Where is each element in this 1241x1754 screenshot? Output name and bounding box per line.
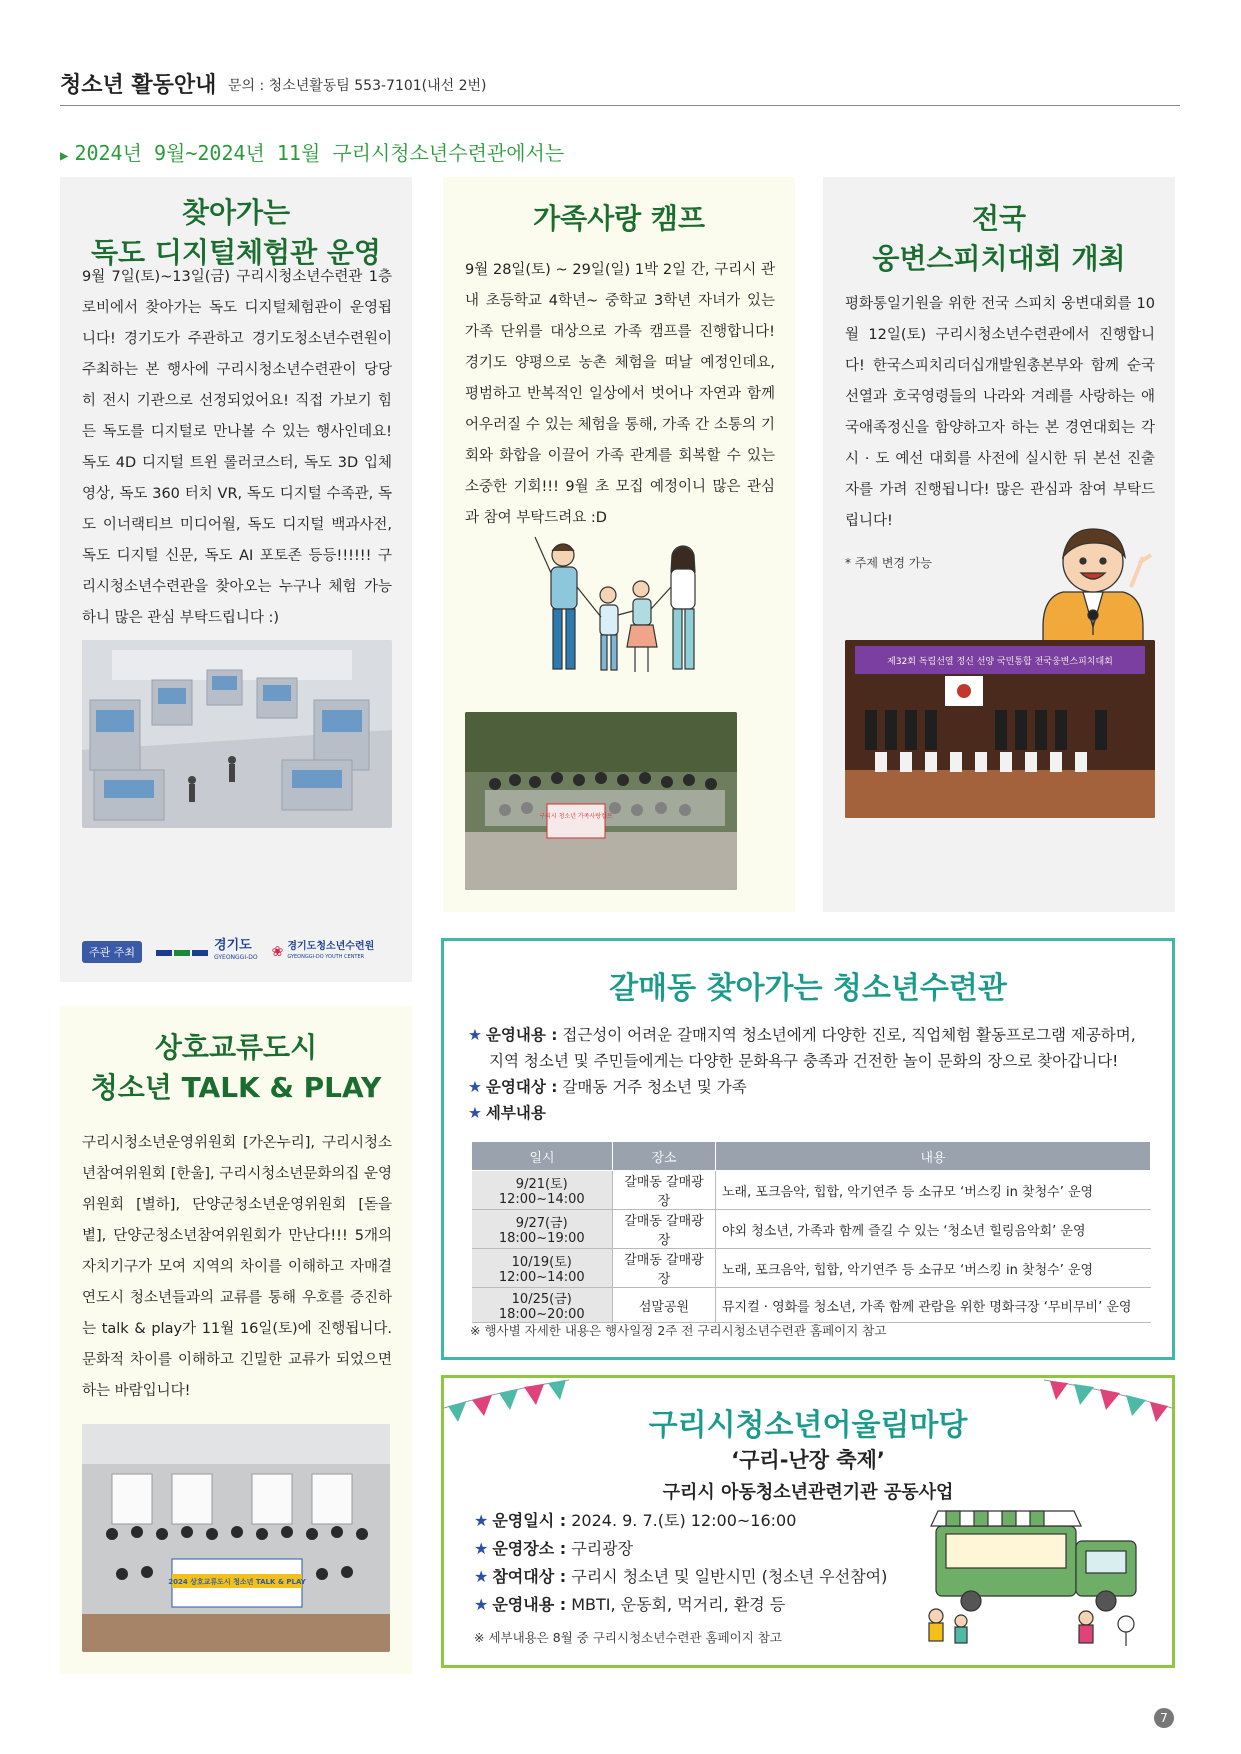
table-row <box>472 1210 1151 1249</box>
star-icon: ★ <box>468 1104 482 1122</box>
star-icon: ★ <box>474 1595 489 1614</box>
speech-contest-photo <box>845 640 1155 818</box>
food-truck-illustration <box>916 1506 1156 1651</box>
card-speech-title-line2: 웅변스피치대회 개최 <box>872 242 1126 275</box>
season-heading <box>60 137 564 166</box>
family-camp-photo <box>465 712 737 890</box>
card-speech-title-line1: 전국 <box>971 202 1027 235</box>
gyeonggi-logo-sub: GYEONGGI-DO <box>214 954 258 961</box>
card-family-camp <box>443 177 795 912</box>
exhibition-illustration <box>82 640 392 828</box>
organizer-badge: 주관 주최 <box>82 941 142 963</box>
festival-item-text: MBTI, 운동회, 먹거리, 환경 등 <box>571 1595 786 1614</box>
page-number: 7 <box>1154 1708 1174 1728</box>
festival-item-text: 구리시 청소년 및 일반시민 (청소년 우선참여) <box>571 1567 888 1586</box>
row-content: 노래, 포크음악, 힙합, 악기연주 등 소규모 ‘버스킹 in 찾청수’ 운영 <box>716 1249 1151 1288</box>
festival-item-label: 운영장소 : <box>492 1539 567 1558</box>
row-content: 노래, 포크음악, 힙합, 악기연주 등 소규모 ‘버스킹 in 찾청수’ 운영 <box>716 1171 1151 1210</box>
galmae-title: 갈매동 찾아가는 청소년수련관 <box>609 971 1007 1006</box>
card-dokdo-title <box>60 193 412 273</box>
card-talk-title-line1: 상호교류도시 <box>154 1031 318 1064</box>
header-content: 내용 <box>716 1142 1151 1171</box>
card-speech-contest <box>823 177 1175 912</box>
header-date: 일시 <box>472 1142 613 1171</box>
card-talk-title <box>60 1028 412 1108</box>
speech-banner-text: 제32회 독립선열 정신 선양 국민통합 전국웅변스피치대회 <box>887 657 1113 667</box>
row-content: 뮤지컬 · 영화를 청소년, 가족 함께 관람을 위한 명화극장 ‘무비무비’ 운영 <box>716 1288 1151 1323</box>
row-date: 10/19(토) 12:00~14:00 <box>472 1249 613 1288</box>
row-date: 9/21(토) 12:00~14:00 <box>472 1171 613 1210</box>
galmae-op-label: 운영내용 : <box>485 1026 558 1044</box>
card-dokdo <box>60 177 412 982</box>
row-content: 야외 청소년, 가족과 함께 즐길 수 있는 ‘청소년 힐링음악회’ 운영 <box>716 1210 1151 1249</box>
table-row <box>472 1288 1151 1323</box>
festival-item-text: 2024. 9. 7.(토) 12:00~16:00 <box>571 1511 797 1530</box>
card-talk-play <box>60 1006 412 1674</box>
festival-item-label: 참여대상 : <box>492 1567 567 1586</box>
card-dokdo-title-line2: 독도 디지털체험관 운영 <box>91 236 381 269</box>
talk-banner-text: 2024 상호교류도시 청소년 TALK & PLAY <box>168 1578 306 1586</box>
contest-photo-illustration <box>845 640 1155 818</box>
festival-item-target <box>474 1564 887 1587</box>
galmae-op-line1 <box>468 1022 1136 1048</box>
row-date: 10/25(금) 18:00~20:00 <box>472 1288 613 1323</box>
row-place: 갈매동 갈매광장 <box>613 1249 716 1288</box>
galmae-target-text: 갈매동 거주 청소년 및 가족 <box>562 1078 747 1096</box>
festival-box <box>441 1375 1175 1668</box>
festival-note: ※ 세부내용은 8월 중 구리시청소년수련관 홈페이지 참고 <box>474 1630 782 1645</box>
card-dokdo-title-line1: 찾아가는 <box>181 196 291 229</box>
galmae-note: ※ 행사별 자세한 내용은 행사일정 2주 전 구리시청소년수련관 홈페이지 참고 <box>470 1323 887 1338</box>
star-icon: ★ <box>474 1567 489 1586</box>
gyeonggi-logo <box>156 940 258 964</box>
star-icon: ★ <box>468 1078 482 1096</box>
dokdo-exhibition-photo <box>82 640 392 828</box>
card-dokdo-body: 9월 7일(토)~13일(금) 구리시청소년수련관 1층 로비에서 찾아가는 독도 디지털체험관이 운영됩니다! 경기도가 주관하고 경기도청소년수련원이 주최하는 본 행사에 구리시청소년수련관이 당당히 전시 기관으로 선정되었어요! 직접 가보기 힘든 독도를 디지털로 만나볼 수 있는 행사인데요! 독도 4D 디지털 트윈 롤러코스터, 독도 3D 입체영상, 독도 360 터치 VR, 독도 디지털 수족관, 독도 이너랙티브 미디어월, 독도 디지털 백과사전, 독도 디지털 신문, 독도 AI 포토존 등등!!!!!! 구리시청소년수련관을 찾아오는 누구나 체험 가능하니 많은 관심 부탁드립니다 :) <box>82 269 392 626</box>
triangle-icon: ▶ <box>60 148 69 164</box>
gyeonggi-logo-icon <box>156 945 210 960</box>
star-icon: ★ <box>474 1511 489 1530</box>
header-divider <box>60 105 1180 106</box>
season-heading-text: 2024년 9월~2024년 11월 구리시청소년수련관에서는 <box>74 141 565 165</box>
festival-item-content <box>474 1592 785 1615</box>
festival-item-label: 운영내용 : <box>492 1595 567 1614</box>
card-talk-body: 구리시청소년운영위원회 [가온누리], 구리시청소년참여위원회 [한울], 구리시청소년문화의집 운영위원회 [별하], 단양군청소년운영위원회 [돋을볕], 단양군청소년참여위원회가 만난다!!! 5개의 자치기구가 모여 지역의 차이를 이해하고 자매결연도시 청소년들과의 교류를 통해 우호를 증진하는 talk & play가 11월 16일(토)에 진행됩니다. 문화적 차이를 이해하고 긴밀한 교류가 되었으면 하는 바람입니다! <box>82 1135 392 1399</box>
festival-item-place <box>474 1536 633 1559</box>
talk-play-photo <box>82 1424 390 1652</box>
galmae-target <box>468 1074 747 1100</box>
star-icon: ★ <box>474 1539 489 1558</box>
youth-center-logo <box>272 941 375 963</box>
contact-info: 문의 : 청소년활동팀 553-7101(내선 2번) <box>228 78 487 94</box>
galmae-op-line2: 지역 청소년 및 주민들에게는 다양한 문화욕구 충족과 건전한 놀이 문화의 장으로 찾아갑니다! <box>489 1052 1119 1070</box>
galmae-program-box <box>441 938 1175 1360</box>
youth-center-logo-sub: GYEONGGI-DO YOUTH CENTER <box>287 954 365 960</box>
card-family-body: 9월 28일(토) ~ 29일(일) 1박 2일 간, 구리시 관내 초등학교 4학년~ 중학교 3학년 자녀가 있는 가족 단위를 대상으로 가족 캠프를 진행합니다! 경기도 양평으로 농촌 체험을 떠날 예정인데요, 평범하고 반복적인 일상에서 벗어나 자연과 함께 어우러질 수 있는 체험을 통해, 가족 간 소통의 기회와 화합을 이끌어 가족 관계를 회복할 수 있는 소중한 기회!!! 9월 초 모집 예정이니 많은 관심과 참여 부탁드려요 :D <box>465 262 775 526</box>
card-speech-title <box>823 199 1175 279</box>
row-place: 섬말공원 <box>613 1288 716 1323</box>
galmae-detail-label: 세부내용 <box>485 1104 546 1122</box>
gyeonggi-logo-text: 경기도 <box>214 938 252 953</box>
galmae-target-label: 운영대상 : <box>485 1078 558 1096</box>
star-icon: ★ <box>468 1026 482 1044</box>
schedule-table <box>471 1141 1151 1323</box>
festival-item-label: 운영일시 : <box>492 1511 567 1530</box>
festival-subtitle2: 구리시 아동청소년관련기관 공동사업 <box>662 1482 954 1503</box>
row-place: 갈매동 갈매광장 <box>613 1171 716 1210</box>
row-place: 갈매동 갈매광장 <box>613 1210 716 1249</box>
table-row <box>472 1171 1151 1210</box>
organizer-logos <box>82 940 374 964</box>
group-photo-illustration <box>465 712 737 890</box>
youth-center-logo-text: 경기도청소년수련원 <box>287 941 375 952</box>
row-date: 9/27(금) 18:00~19:00 <box>472 1210 613 1249</box>
youth-center-logo-icon: ❀ <box>271 944 284 960</box>
card-speech-note: * 주제 변경 가능 <box>845 556 932 570</box>
table-row <box>472 1249 1151 1288</box>
galmae-detail <box>468 1100 546 1126</box>
galmae-op-text1: 접근성이 어려운 갈매지역 청소년에게 다양한 진로, 직업체험 활동프로그램 제공하며, <box>562 1026 1136 1044</box>
family-banner-text: 구리시 청소년 가족사랑캠프 <box>539 813 613 820</box>
festival-item-date <box>474 1508 796 1531</box>
card-speech-body: 평화통일기원을 위한 전국 스피치 웅변대회를 10월 12일(토) 구리시청소년수련관에서 진행합니다! 한국스피치리더십개발원총본부와 함께 순국선열과 호국영령들의 나라와 겨레를 사랑하는 애국애족정신을 함양하고자 하는 본 경연대회는 각 시 · 도 예선 대회를 사전에 실시한 뒤 본선 진출자를 가려 진행됩니다! 많은 관심과 참여 부탁드립니다! <box>845 296 1155 529</box>
card-family-title: 가족사랑 캠프 <box>532 202 706 235</box>
talk-photo-illustration <box>82 1424 390 1652</box>
festival-subtitle: ‘구리-난장 축제’ <box>731 1448 885 1472</box>
card-talk-title-line2: 청소년 TALK & PLAY <box>90 1071 382 1104</box>
header-place: 장소 <box>613 1142 716 1171</box>
festival-title: 구리시청소년어울림마당 <box>648 1408 968 1443</box>
family-illustration <box>523 527 723 702</box>
section-title: 청소년 활동안내 <box>60 73 217 98</box>
festival-item-text: 구리광장 <box>571 1539 634 1558</box>
schedule-header-row <box>472 1142 1151 1171</box>
